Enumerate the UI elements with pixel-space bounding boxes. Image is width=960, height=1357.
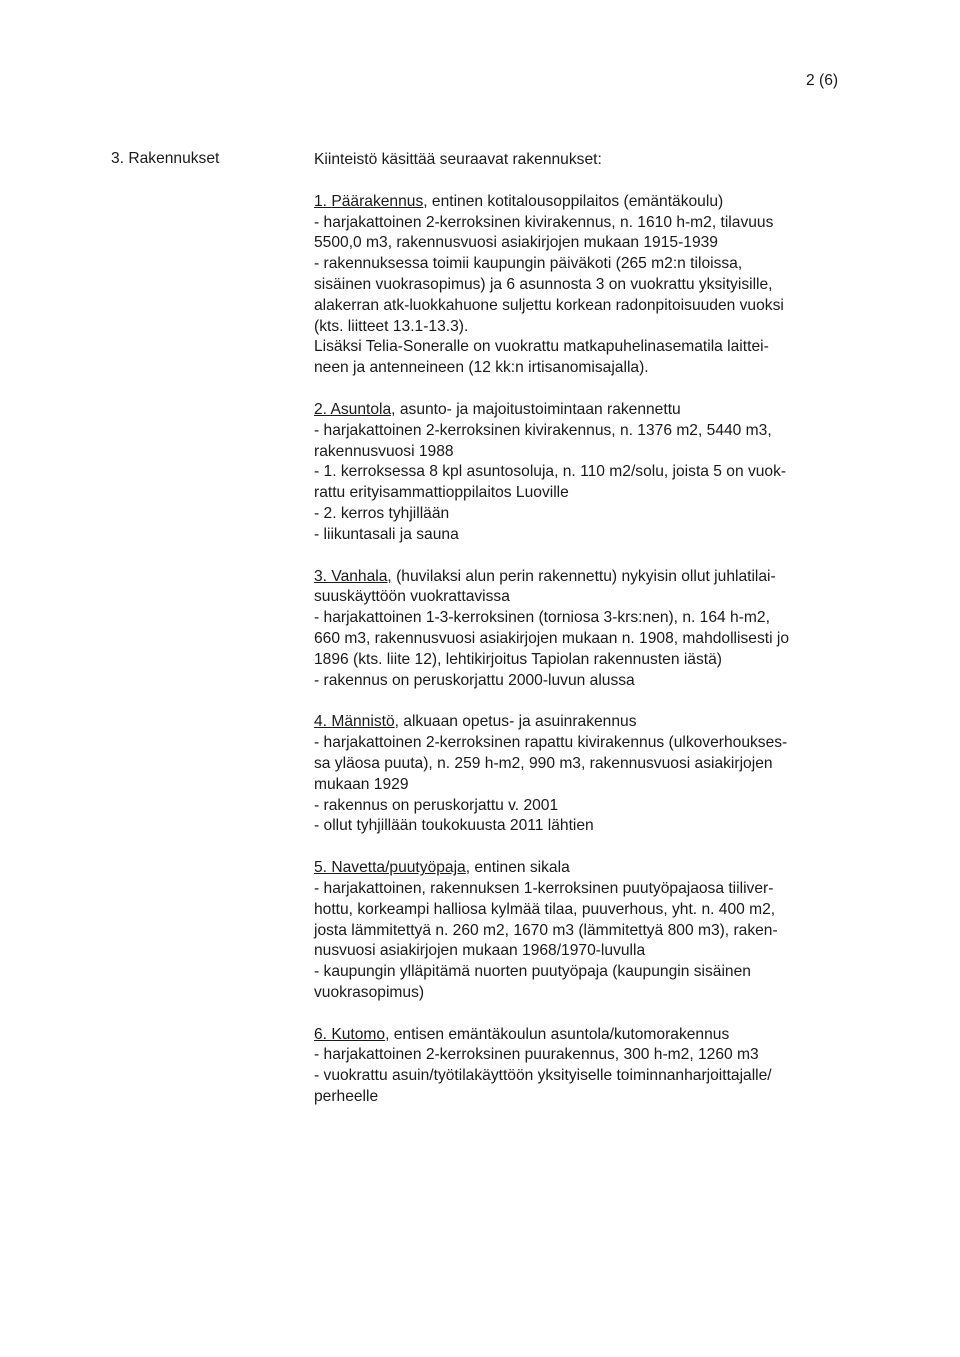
building-description: , entinen sikala — [465, 859, 570, 877]
building-description: asunto- ja majoitustoimintaan rakennettu — [395, 400, 681, 418]
building-detail-line: Lisäksi Telia-Soneralle on vuokrattu matkapuhelinasematila laittei- — [314, 338, 769, 356]
building-detail-line: suuskäyttöön vuokrattavissa — [314, 588, 510, 606]
section-intro: Kiinteistö käsittää seuraavat rakennukset: — [314, 151, 602, 168]
building-number: 1. — [314, 192, 332, 210]
building-detail-line: - 1. kerroksessa 8 kpl asuntosoluja, n. 110 m2/solu, joista 5 on vuok- — [314, 463, 787, 481]
building-detail-line: - rakennus on peruskorjattu v. 2001 — [314, 796, 559, 814]
building-detail-line: - kaupungin ylläpitämä nuorten puutyöpaja (kaupungin sisäinen — [314, 963, 751, 981]
building-description: , entinen kotitalousoppilaitos (emäntäkoulu) — [423, 192, 724, 210]
building-description: , entisen emäntäkoulun asuntola/kutomorakennus — [385, 1025, 730, 1043]
building-name: Navetta/puutyöpaja — [331, 859, 466, 877]
building-detail-line: (kts. liitteet 13.1-13.3). — [314, 317, 469, 335]
building-item — [314, 1025, 874, 1108]
building-detail-line: - harjakattoinen, rakennuksen 1-kerroksinen puutyöpajaosa tiiliver- — [314, 879, 774, 897]
building-detail-line: - vuokrattu asuin/työtilakäyttöön yksityiselle toiminnanharjoittajalle/ — [314, 1067, 772, 1085]
page-number: 2 (6) — [806, 72, 839, 89]
building-item — [314, 858, 874, 1004]
building-number: 3. — [314, 567, 332, 585]
building-detail-line: - harjakattoinen 2-kerroksinen kivirakennus, n. 1376 m2, 5440 m3, — [314, 421, 772, 439]
building-detail-line: - harjakattoinen 2-kerroksinen puurakennus, 300 h-m2, 1260 m3 — [314, 1046, 759, 1064]
building-description: , alkuaan opetus- ja asuinrakennus — [394, 713, 637, 731]
building-name: Männistö — [331, 713, 395, 731]
building-number: 4. — [314, 713, 332, 731]
building-detail-line: - harjakattoinen 1-3-kerroksinen (torniosa 3-krs:nen), n. 164 h-m2, — [314, 609, 770, 627]
building-detail-line: mukaan 1929 — [314, 775, 409, 793]
building-detail-line: alakerran atk-luokkahuone suljettu korkean radonpitoisuuden vuoksi — [314, 296, 784, 314]
building-list — [314, 192, 874, 1108]
building-heading — [314, 567, 874, 588]
building-item — [314, 192, 874, 379]
building-number: 5. — [314, 859, 332, 877]
building-number: 2. — [314, 400, 331, 418]
building-detail-line: - harjakattoinen 2-kerroksinen kivirakennus, n. 1610 h-m2, tilavuus — [314, 213, 774, 231]
building-number: 6. — [314, 1025, 332, 1043]
building-detail-line: - harjakattoinen 2-kerroksinen rapattu kivirakennus (ulkoverhoukses- — [314, 734, 788, 752]
section-content — [314, 150, 874, 1129]
building-heading — [314, 1025, 874, 1046]
building-heading — [314, 712, 874, 733]
building-item — [314, 567, 874, 692]
building-detail-line: sa yläosa puuta), n. 259 h-m2, 990 m3, rakennusvuosi asiakirjojen — [314, 754, 773, 772]
building-detail-line: nusvuosi asiakirjojen mukaan 1968/1970-luvulla — [314, 942, 646, 960]
building-detail-line: neen ja antenneineen (12 kk:n irtisanomisajalla). — [314, 359, 649, 377]
building-name: Päärakennus — [331, 192, 424, 210]
building-item — [314, 400, 874, 546]
building-description: (huvilaksi alun perin rakennettu) nykyisin ollut juhlatilai- — [391, 567, 776, 585]
building-heading — [314, 192, 874, 213]
building-detail-line: 5500,0 m3, rakennusvuosi asiakirjojen mukaan 1915-1939 — [314, 234, 718, 252]
building-detail-line: vuokrasopimus) — [314, 983, 425, 1001]
building-detail-line: perheelle — [314, 1088, 379, 1106]
building-detail-line: - rakennus on peruskorjattu 2000-luvun alussa — [314, 671, 635, 689]
building-detail-line: sisäinen vuokrasopimus) ja 6 asunnosta 3 on vuokrattu yksityisille, — [314, 275, 773, 293]
building-detail-line: 660 m3, rakennusvuosi asiakirjojen mukaan n. 1908, mahdollisesti jo — [314, 629, 790, 647]
building-detail-line: - rakennuksessa toimii kaupungin päiväkoti (265 m2:n tiloissa, — [314, 255, 743, 273]
building-heading — [314, 858, 874, 879]
building-detail-line: hottu, korkeampi halliosa kylmää tilaa, puuverhous, yht. n. 400 m2, — [314, 900, 776, 918]
building-detail-line: 1896 (kts. liite 12), lehtikirjoitus Tapiolan rakennusten iästä) — [314, 650, 722, 668]
building-detail-line: rakennusvuosi 1988 — [314, 442, 454, 460]
building-detail-line: - 2. kerros tyhjillään — [314, 504, 450, 522]
building-item — [314, 712, 874, 837]
building-name: Kutomo — [331, 1025, 386, 1043]
building-name: Vanhala, — [331, 567, 392, 585]
building-detail-line: - ollut tyhjillään toukokuusta 2011 lähtien — [314, 817, 594, 835]
building-name: Asuntola, — [330, 400, 396, 418]
building-detail-line: rattu erityisammattioppilaitos Luoville — [314, 484, 569, 502]
building-detail-line: - liikuntasali ja sauna — [314, 525, 459, 543]
section-heading: 3. Rakennukset — [111, 150, 220, 167]
building-heading — [314, 400, 874, 421]
building-detail-line: josta lämmitettyä n. 260 m2, 1670 m3 (lämmitettyä 800 m3), raken- — [314, 921, 778, 939]
